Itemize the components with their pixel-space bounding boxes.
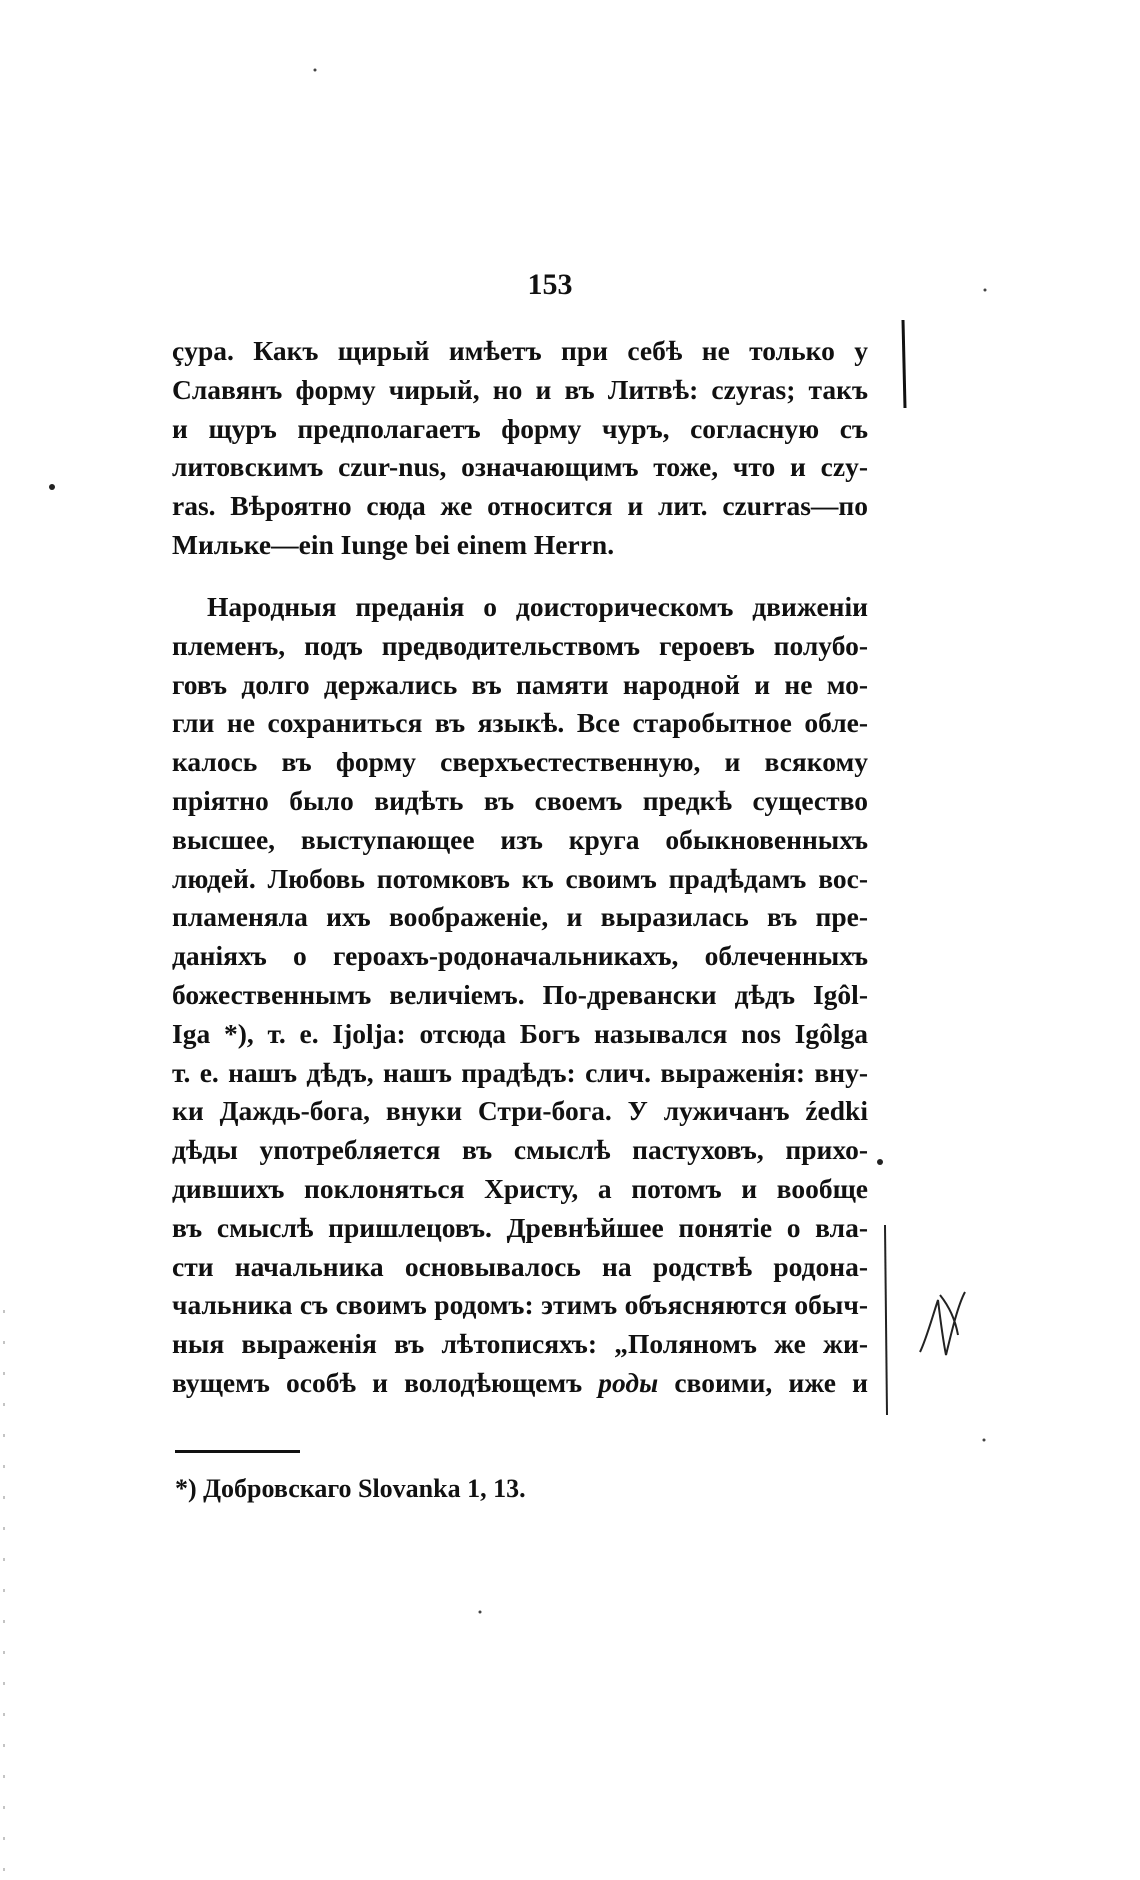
text-line: божественнымъ величіемъ. По-древански дѣдъ Igôl- — [172, 978, 868, 1010]
text-line: племенъ, подъ предводительствомъ героевъ полубо- — [172, 629, 868, 661]
text-line: литовскимъ czur-nus, означающимъ тоже, что и czy- — [172, 451, 868, 483]
scan-speck — [877, 1159, 883, 1165]
scan-speck — [49, 484, 55, 490]
text-line: пріятно было видѣть въ своемъ предкѣ существо — [172, 784, 868, 816]
scan-speck — [984, 289, 987, 292]
text-line: чальника съ своимъ родомъ: этимъ объясняются обыч- — [172, 1289, 868, 1321]
text-line: въ смыслѣ пришлецовъ. Древнѣйшее понятіе о вла- — [172, 1211, 868, 1243]
text-line: Iga *), т. е. Ijolja: отсюда Богъ назывался nos Igôlga — [172, 1017, 868, 1049]
text-line: дѣды употребляется въ смыслѣ пастуховъ, прихо- — [172, 1134, 868, 1166]
text-line: Народныя преданія о доисторическомъ движеніи — [207, 591, 868, 622]
text-line: дившихъ поклоняться Христу, а потомъ и вообще — [172, 1172, 868, 1204]
text-line: говъ долго держались въ памяти народной и не мо- — [172, 668, 868, 700]
text-line: калось въ форму сверхъестественную, и всякому — [172, 746, 868, 778]
text-line: Мильке—ein Iunge bei einem Herrn. — [172, 528, 615, 560]
margin-pencil-line — [885, 1225, 887, 1415]
italic-word: роды — [598, 1366, 659, 1398]
text-line: сти начальника основывалось на родствѣ родона- — [172, 1250, 868, 1282]
page-number: 153 — [527, 268, 573, 301]
footnote: *) Добровскаго Slovanka 1, 13. — [175, 1474, 526, 1503]
scan-speck — [983, 1439, 986, 1442]
text-line: ras. Вѣроятно сюда же относится и лит. czurras—по — [172, 490, 868, 522]
text-line: гли не сохраниться въ языкѣ. Все старобытное обле- — [172, 707, 868, 739]
scan-speck — [314, 69, 317, 72]
text-line: высшее, выступающее изъ круга обыкновенныхъ — [172, 823, 868, 855]
text-line: и щуръ предполагаетъ форму чуръ, согласную съ — [172, 412, 868, 444]
scan-speck — [479, 1611, 482, 1614]
text-line: даніяхъ о героахъ-родоначальникахъ, облеченныхъ — [172, 940, 868, 972]
text-line: ки Даждь-бога, внуки Стри-бога. У лужичанъ źedki — [172, 1095, 868, 1127]
text-line: çура. Какъ щирый имѣетъ при себѣ не только у — [172, 335, 868, 366]
text-line: пламеняла ихъ воображеніе, и выразилась въ пре- — [172, 901, 868, 933]
text-line: людей. Любовь потомковъ къ своимъ прадѣдамъ вос- — [172, 862, 868, 894]
text-fragment: вущемъ особѣ и володѣющемъ — [172, 1366, 599, 1398]
handwritten-mark — [920, 1292, 965, 1355]
text-line: т. е. нашъ дѣдъ, нашъ прадѣдъ: слич. выраженія: вну- — [172, 1056, 868, 1088]
text-line: Славянъ форму чирый, но и въ Литвѣ: czyras; такъ — [172, 373, 868, 405]
text-line: ныя выраженія въ лѣтописяхъ: „Поляномъ же жи- — [172, 1328, 868, 1360]
margin-bracket-line — [903, 320, 905, 408]
text-fragment: своими, иже и — [658, 1366, 869, 1398]
